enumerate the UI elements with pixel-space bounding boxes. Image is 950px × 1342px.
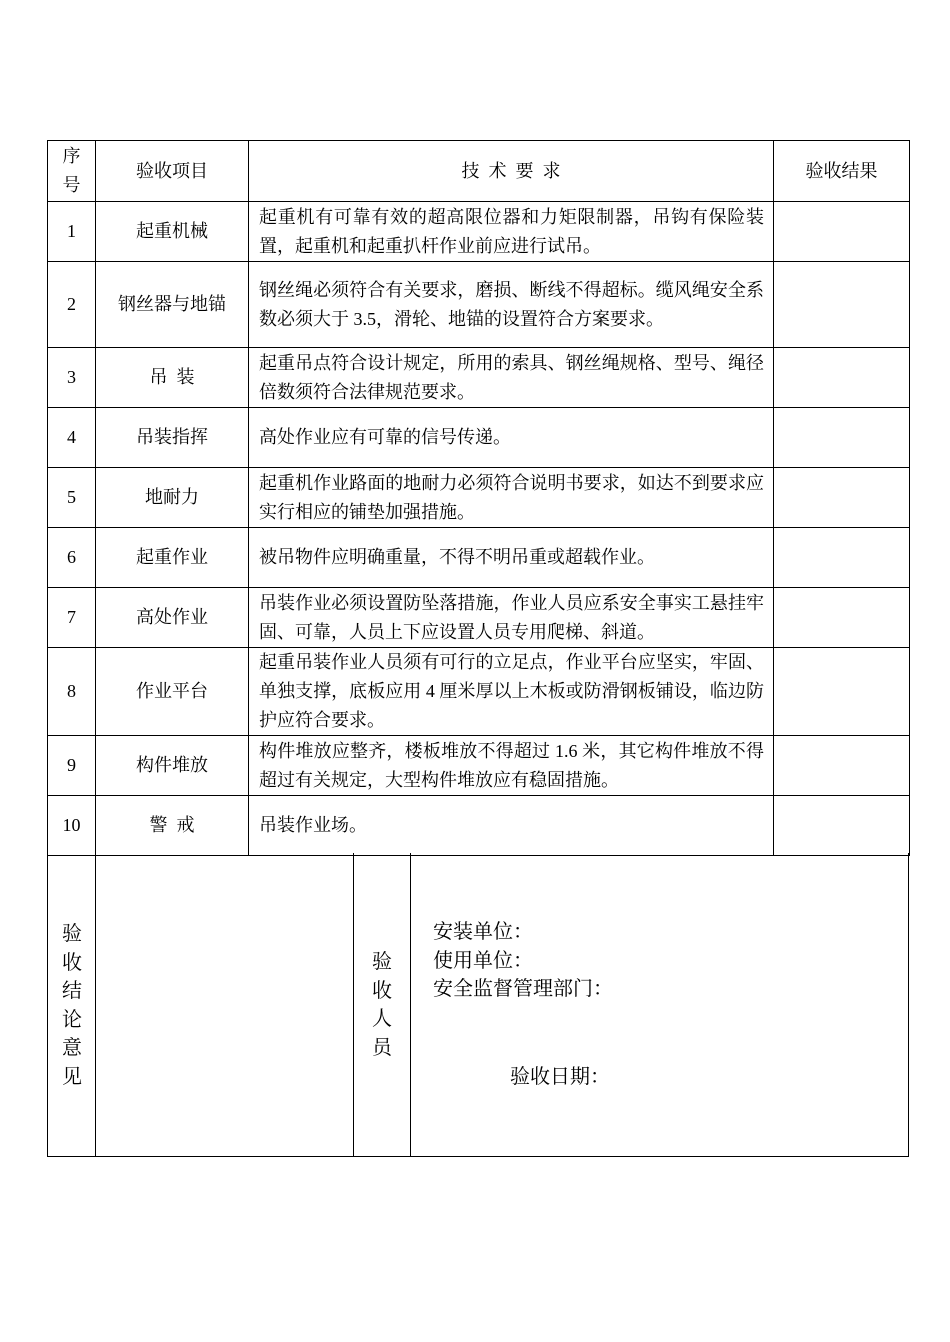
row-requirement: 被吊物件应明确重量，不得不明吊重或超载作业。 <box>249 528 774 588</box>
table-row <box>48 588 910 648</box>
row-item: 起重作业 <box>96 528 249 588</box>
acceptance-footer <box>47 853 909 1157</box>
row-requirement: 起重吊点符合设计规定，所用的索具、钢丝绳规格、型号、绳径倍数须符合法律规范要求。 <box>249 348 774 408</box>
row-item: 地耐力 <box>96 468 249 528</box>
row-no: 6 <box>48 528 96 588</box>
row-requirement: 起重机有可靠有效的超高限位器和力矩限制器，吊钩有保险装置，起重机和起重扒杆作业前应进行试吊。 <box>249 202 774 262</box>
table-row <box>48 348 910 408</box>
row-item: 吊 装 <box>96 348 249 408</box>
use-unit-label: 使用单位： <box>433 949 533 972</box>
table-row <box>48 468 910 528</box>
row-requirement: 吊装作业必须设置防坠落措施，作业人员应系安全事实工悬挂牢固、可靠，人员上下应设置人员专用爬梯、斜道。 <box>249 588 774 648</box>
row-result <box>774 796 910 856</box>
row-no: 5 <box>48 468 96 528</box>
row-item: 作业平台 <box>96 648 249 736</box>
row-requirement: 吊装作业场。 <box>249 796 774 856</box>
row-requirement: 起重吊装作业人员须有可行的立足点，作业平台应坚实，牢固、单独支撑，底板应用 4 厘米厚以上木板或防滑钢板铺设，临边防护应符合要求。 <box>249 648 774 736</box>
safety-dept-label: 安全监督管理部门： <box>433 978 613 1000</box>
install-unit-label: 安装单位： <box>433 921 533 943</box>
row-result <box>774 262 910 348</box>
table-row <box>48 408 910 468</box>
row-item: 起重机械 <box>96 202 249 262</box>
row-no: 10 <box>48 796 96 856</box>
row-no: 8 <box>48 648 96 736</box>
footer-divider <box>353 853 354 1156</box>
row-item: 高处作业 <box>96 588 249 648</box>
table-row <box>48 262 910 348</box>
footer-divider <box>410 853 411 1156</box>
header-result: 验收结果 <box>774 141 910 202</box>
row-requirement: 起重机作业路面的地耐力必须符合说明书要求，如达不到要求应实行相应的铺垫加强措施。 <box>249 468 774 528</box>
footer-divider <box>95 853 96 1156</box>
acceptance-table <box>47 140 909 856</box>
inspectors-label-text: 验收人员 <box>372 951 392 1059</box>
row-no: 9 <box>48 736 96 796</box>
inspectors-label <box>370 948 394 1062</box>
table-row <box>48 202 910 262</box>
table-row <box>48 736 910 796</box>
row-result <box>774 468 910 528</box>
table-row <box>48 648 910 736</box>
row-requirement: 钢丝绳必须符合有关要求，磨损、断线不得超标。缆风绳安全系数必须大于 3.5，滑轮、地锚的设置符合方案要求。 <box>249 262 774 348</box>
row-result <box>774 736 910 796</box>
row-no: 1 <box>48 202 96 262</box>
conclusion-label-text: 验收结论意见 <box>62 923 82 1088</box>
row-result <box>774 202 910 262</box>
row-no: 4 <box>48 408 96 468</box>
row-item: 钢丝器与地锚 <box>96 262 249 348</box>
row-no: 2 <box>48 262 96 348</box>
header-requirement: 技 术 要 求 <box>249 141 774 202</box>
signature-block <box>433 918 613 1004</box>
header-no <box>48 141 96 202</box>
table-header-row <box>48 141 910 202</box>
row-result <box>774 648 910 736</box>
row-item: 吊装指挥 <box>96 408 249 468</box>
row-item: 警 戒 <box>96 796 249 856</box>
row-requirement: 高处作业应有可靠的信号传递。 <box>249 408 774 468</box>
table-row <box>48 796 910 856</box>
conclusion-label <box>60 920 84 1091</box>
header-no-text: 序号 <box>62 146 81 195</box>
row-result <box>774 408 910 468</box>
row-result <box>774 348 910 408</box>
row-requirement: 构件堆放应整齐，楼板堆放不得超过 1.6 米，其它构件堆放不得超过有关规定，大型构件堆放应有稳固措施。 <box>249 736 774 796</box>
table-row <box>48 528 910 588</box>
row-item: 构件堆放 <box>96 736 249 796</box>
row-result <box>774 528 910 588</box>
acceptance-date-label: 验收日期： <box>510 1066 610 1088</box>
header-item: 验收项目 <box>96 141 249 202</box>
row-result <box>774 588 910 648</box>
row-no: 3 <box>48 348 96 408</box>
row-no: 7 <box>48 588 96 648</box>
